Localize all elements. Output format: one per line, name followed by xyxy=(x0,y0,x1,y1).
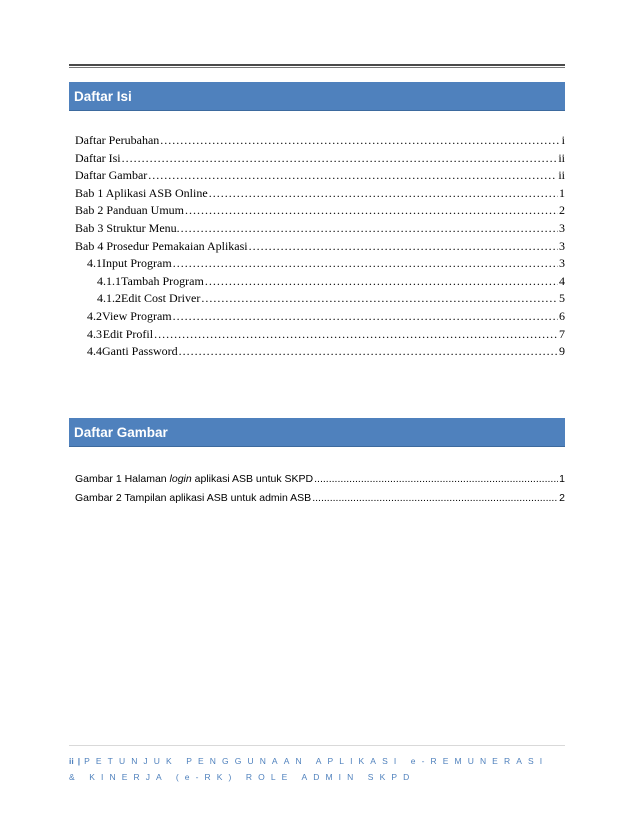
toc-entry-number: 4.1.2 xyxy=(97,291,121,306)
toc-entry-page: 7 xyxy=(559,326,565,341)
toc-entry-page: 6 xyxy=(559,308,565,323)
toc-entry-page: 3 xyxy=(559,220,565,235)
footer-text: PETUNJUK PENGGUNAAN APLIKASI e-REMUNERASI & KINERJA (e-RK) ROLE ADMIN SKPD xyxy=(69,756,549,782)
toc-entry-number: 4.2 xyxy=(87,308,102,323)
toc-entry[interactable] xyxy=(75,132,565,150)
figure-entry[interactable] xyxy=(75,470,565,489)
toc-entry-page: 9 xyxy=(559,344,565,359)
toc-entry[interactable] xyxy=(75,273,565,291)
toc-entry-page: 5 xyxy=(559,291,565,306)
toc-entry[interactable] xyxy=(75,290,565,308)
toc-entry-page: 1 xyxy=(559,185,565,200)
heading-daftar-gambar-text: Daftar Gambar xyxy=(74,424,168,440)
toc-entry-label: Bab 3 Struktur Menu. xyxy=(75,220,180,235)
toc-entry-label: Ganti Password xyxy=(102,344,178,359)
top-rule xyxy=(69,64,565,69)
list-of-figures xyxy=(75,470,565,508)
toc-entry-label: Input Program xyxy=(102,256,172,271)
toc-entry-page: 3 xyxy=(559,256,565,271)
footer-divider xyxy=(69,745,565,746)
figure-entry[interactable] xyxy=(75,489,565,508)
toc-entry[interactable] xyxy=(75,238,565,256)
toc-entry[interactable] xyxy=(75,255,565,273)
toc-entry-label: Bab 1 Aplikasi ASB Online xyxy=(75,185,208,200)
heading-daftar-gambar xyxy=(69,418,565,447)
toc-entry-label: Daftar Gambar xyxy=(75,168,148,183)
toc-entry-label: Bab 4 Prosedur Pemakaian Aplikasi xyxy=(75,238,248,253)
figure-entry-label: Gambar 1 Halaman login aplikasi ASB untuk SKPD xyxy=(75,473,314,485)
toc-entry-label: View Program xyxy=(102,308,172,323)
toc-entry-number: 4.4 xyxy=(87,344,102,359)
toc-entry-number: 4.3 xyxy=(87,326,102,341)
toc-entry-page: 3 xyxy=(559,238,565,253)
toc-entry[interactable] xyxy=(75,220,565,238)
toc-entry[interactable] xyxy=(75,185,565,203)
toc-entry-label: Edit Profil xyxy=(102,326,154,341)
toc-entry-label: Daftar Isi xyxy=(75,150,121,165)
toc-entry-number: 4.1 xyxy=(87,256,102,271)
toc-entry[interactable] xyxy=(75,343,565,361)
heading-daftar-isi xyxy=(69,82,565,111)
toc-entry-page: 2 xyxy=(559,203,565,218)
toc-entry-label: Daftar Perubahan xyxy=(75,133,160,147)
toc-entry-label: Bab 2 Panduan Umum xyxy=(75,203,184,218)
toc-entry[interactable] xyxy=(75,167,565,185)
page-footer xyxy=(69,753,565,785)
toc-entry-number: 4.1.1 xyxy=(97,273,121,288)
figure-entry-label: Gambar 2 Tampilan aplikasi ASB untuk admin ASB xyxy=(75,492,312,504)
toc-entry-page: i xyxy=(561,133,565,147)
toc-entry[interactable] xyxy=(75,308,565,326)
footer-page-number: ii xyxy=(69,756,74,766)
footer-separator: | xyxy=(77,756,81,766)
toc-entry-label: Tambah Program xyxy=(121,273,204,288)
figure-entry-page: 2 xyxy=(559,492,565,504)
figure-entry-page: 1 xyxy=(559,473,565,485)
table-of-contents xyxy=(75,132,565,361)
toc-entry[interactable] xyxy=(75,326,565,344)
toc-entry-page: ii xyxy=(558,168,565,183)
toc-entry-page: ii xyxy=(558,150,565,165)
toc-entry[interactable] xyxy=(75,202,565,220)
toc-entry-label: Edit Cost Driver xyxy=(121,291,201,306)
heading-daftar-isi-text: Daftar Isi xyxy=(74,88,132,104)
toc-entry[interactable] xyxy=(75,150,565,168)
toc-entry-page: 4 xyxy=(559,273,565,288)
